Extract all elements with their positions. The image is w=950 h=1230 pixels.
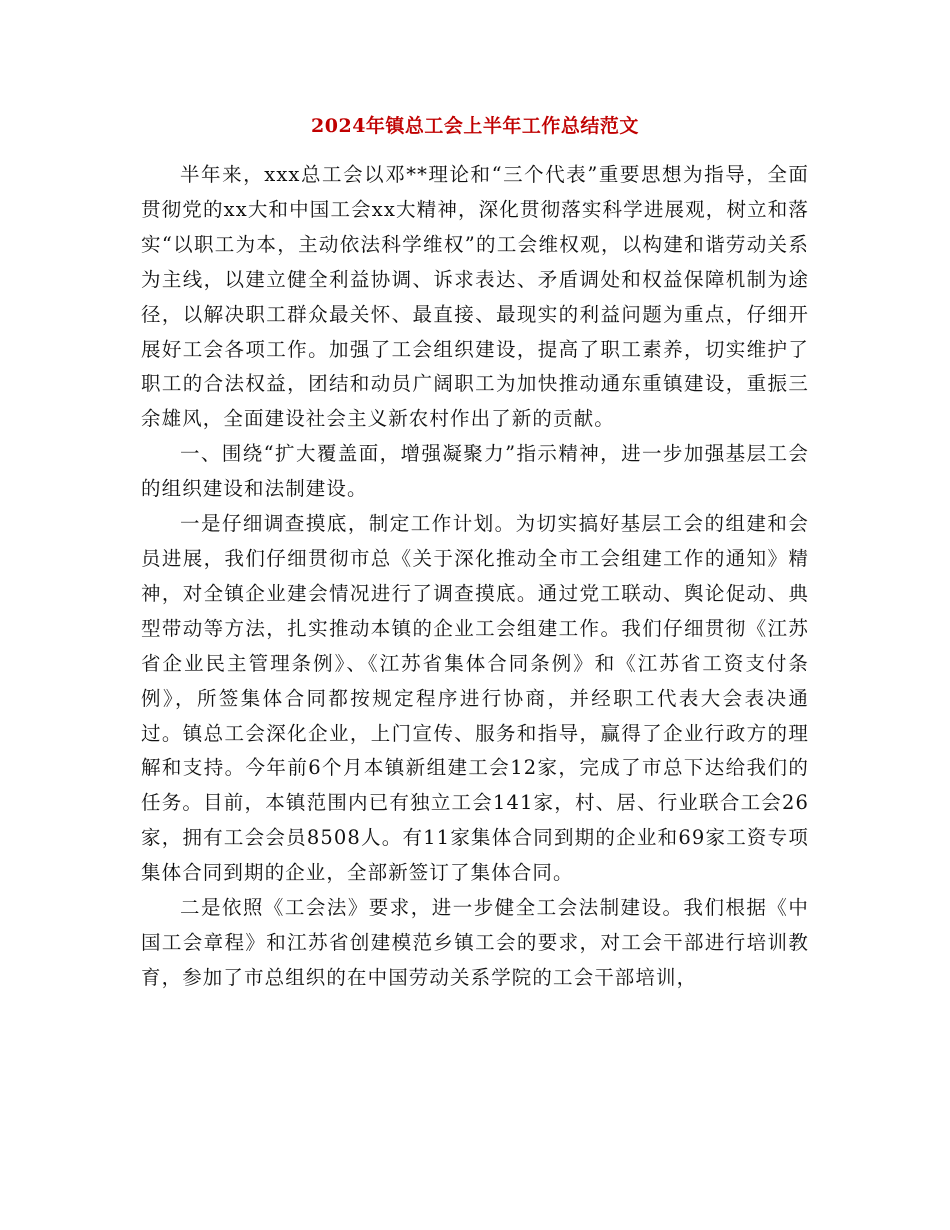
paragraph-item-two: 二是依照《工会法》要求，进一步健全工会法制建设。我们根据《中国工会章程》和江苏省创建模范乡镇工会的要求，对工会干部进行培训教育，参加了市总组织的在中国劳动关系学院的工会干部培训，	[141, 896, 809, 989]
document-body	[141, 158, 809, 996]
paragraph-item-one: 一是仔细调查摸底，制定工作计划。为切实搞好基层工会的组建和会员进展，我们仔细贯彻市总《关于深化推动全市工会组建工作的通知》精神，对全镇企业建会情况进行了调查摸底。通过党工联动、舆论促动、典型带动等方法，扎实推动本镇的企业工会组建工作。我们仔细贯彻《江苏省企业民主管理条例》、《江苏省集体合同条例》和《江苏省工资支付条例》，所签集体合同都按规定程序进行协商，并经职工代表大会表决通过。镇总工会深化企业，上门宣传、服务和指导，赢得了企业行政方的理解和支持。今年前6个月本镇新组建工会12家，完成了市总下达给我们的任务。目前，本镇范围内已有独立工会141家，村、居、行业联合工会26家，拥有工会会员8508人。有11家集体合同到期的企业和69家工资专项集体合同到期的企业，全部新签订了集体合同。	[141, 512, 809, 885]
document-title: 2024年镇总工会上半年工作总结范文	[311, 115, 639, 137]
paragraph-section-one-heading: 一、围绕“扩大覆盖面，增强凝聚力”指示精神，进一步加强基层工会的组织建设和法制建设。	[141, 442, 809, 501]
paragraph-intro: 半年来，xxx总工会以邓**理论和“三个代表”重要思想为指导，全面贯彻党的xx大和中国工会xx大精神，深化贯彻落实科学进展观，树立和落实“以职工为本，主动依法科学维权”的工会维权观，以构建和谐劳动关系为主线，以建立健全利益协调、诉求表达、矛盾调处和权益保障机制为途径，以解决职工群众最关怀、最直接、最现实的利益问题为重点，仔细开展好工会各项工作。加强了工会组织建设，提高了职工素养，切实维护了职工的合法权益，团结和动员广阔职工为加快推动通东重镇建设，重振三余雄风，全面建设社会主义新农村作出了新的贡献。	[141, 163, 809, 431]
